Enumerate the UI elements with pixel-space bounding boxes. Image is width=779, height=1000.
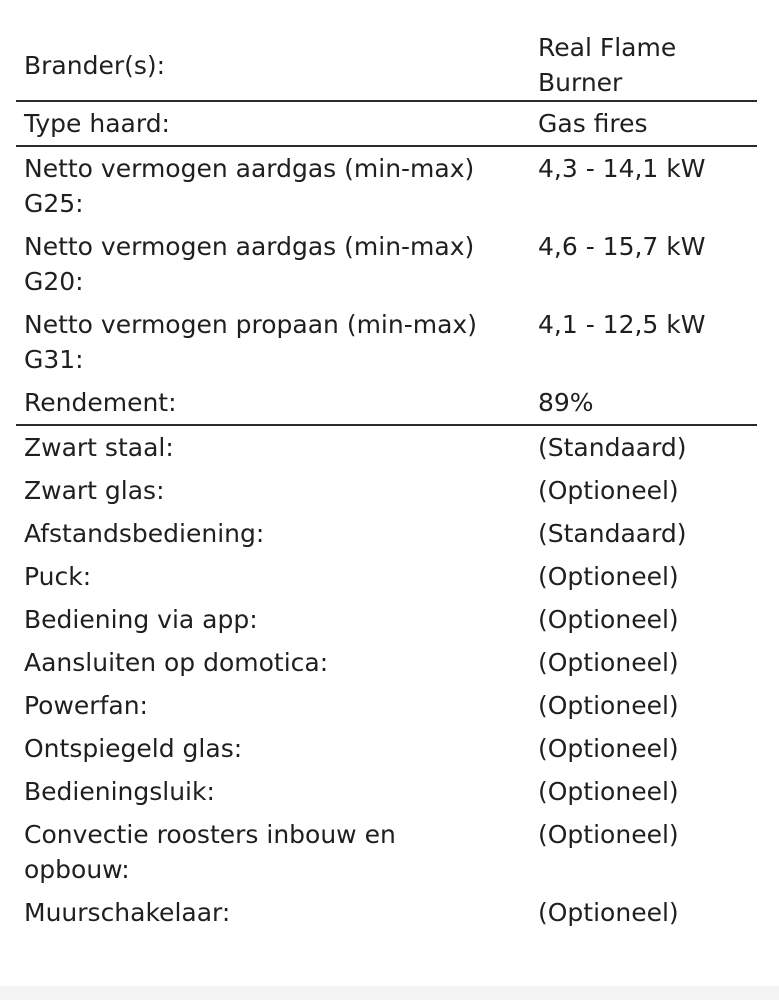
spec-row: [16, 381, 757, 424]
spec-label: Powerfan:: [24, 691, 148, 720]
bottom-shade: [0, 986, 779, 1000]
spec-row: [16, 303, 757, 381]
spec-value: (Optioneel): [538, 562, 679, 591]
spec-label: Netto vermogen propaan (min-max) G31:: [24, 310, 477, 374]
spec-row: [16, 684, 757, 727]
spec-label: Bedieningsluik:: [24, 777, 215, 806]
spec-group-burner: [16, 26, 757, 102]
spec-group-power: [16, 147, 757, 426]
spec-row: [16, 26, 757, 100]
spec-label: Puck:: [24, 562, 92, 591]
spec-value: (Standaard): [538, 519, 687, 548]
spec-group-type: [16, 102, 757, 147]
spec-row: [16, 891, 757, 934]
spec-value: 4,3 - 14,1 kW: [538, 154, 706, 183]
spec-label: Type haard:: [24, 109, 170, 138]
spec-label: Muurschakelaar:: [24, 898, 231, 927]
spec-value: Real Flame Burner: [538, 33, 677, 97]
spec-value: (Optioneel): [538, 476, 679, 505]
spec-value: 4,6 - 15,7 kW: [538, 232, 706, 261]
spec-row: [16, 426, 757, 469]
spec-value: (Optioneel): [538, 734, 679, 763]
spec-value: 89%: [538, 388, 594, 417]
spec-row: [16, 225, 757, 303]
spec-label: Bediening via app:: [24, 605, 258, 634]
spec-row: [16, 813, 757, 891]
spec-table: [16, 26, 757, 934]
spec-label: Ontspiegeld glas:: [24, 734, 243, 763]
spec-value: (Optioneel): [538, 777, 679, 806]
spec-label: Zwart staal:: [24, 433, 174, 462]
spec-label: Brander(s):: [24, 50, 166, 80]
spec-row: [16, 598, 757, 641]
spec-label: Zwart glas:: [24, 476, 165, 505]
spec-label: Rendement:: [24, 388, 177, 417]
spec-row: [16, 512, 757, 555]
spec-label: Netto vermogen aardgas (min-max) G20:: [24, 232, 475, 296]
spec-row: [16, 147, 757, 225]
spec-row: [16, 469, 757, 512]
spec-label: Afstandsbediening:: [24, 519, 265, 548]
spec-label: Aansluiten op domotica:: [24, 648, 329, 677]
spec-value: (Optioneel): [538, 605, 679, 634]
spec-value: (Optioneel): [538, 820, 679, 849]
spec-value: 4,1 - 12,5 kW: [538, 310, 706, 339]
spec-row: [16, 555, 757, 598]
spec-value: Gas fires: [538, 109, 648, 138]
spec-row: [16, 102, 757, 145]
spec-row: [16, 770, 757, 813]
spec-label: Convectie roosters inbouw en opbouw:: [24, 820, 396, 884]
spec-value: (Optioneel): [538, 691, 679, 720]
spec-row: [16, 641, 757, 684]
spec-group-options: [16, 426, 757, 934]
spec-row: [16, 727, 757, 770]
spec-label: Netto vermogen aardgas (min-max) G25:: [24, 154, 475, 218]
spec-value: (Standaard): [538, 433, 687, 462]
spec-value: (Optioneel): [538, 898, 679, 927]
spec-value: (Optioneel): [538, 648, 679, 677]
